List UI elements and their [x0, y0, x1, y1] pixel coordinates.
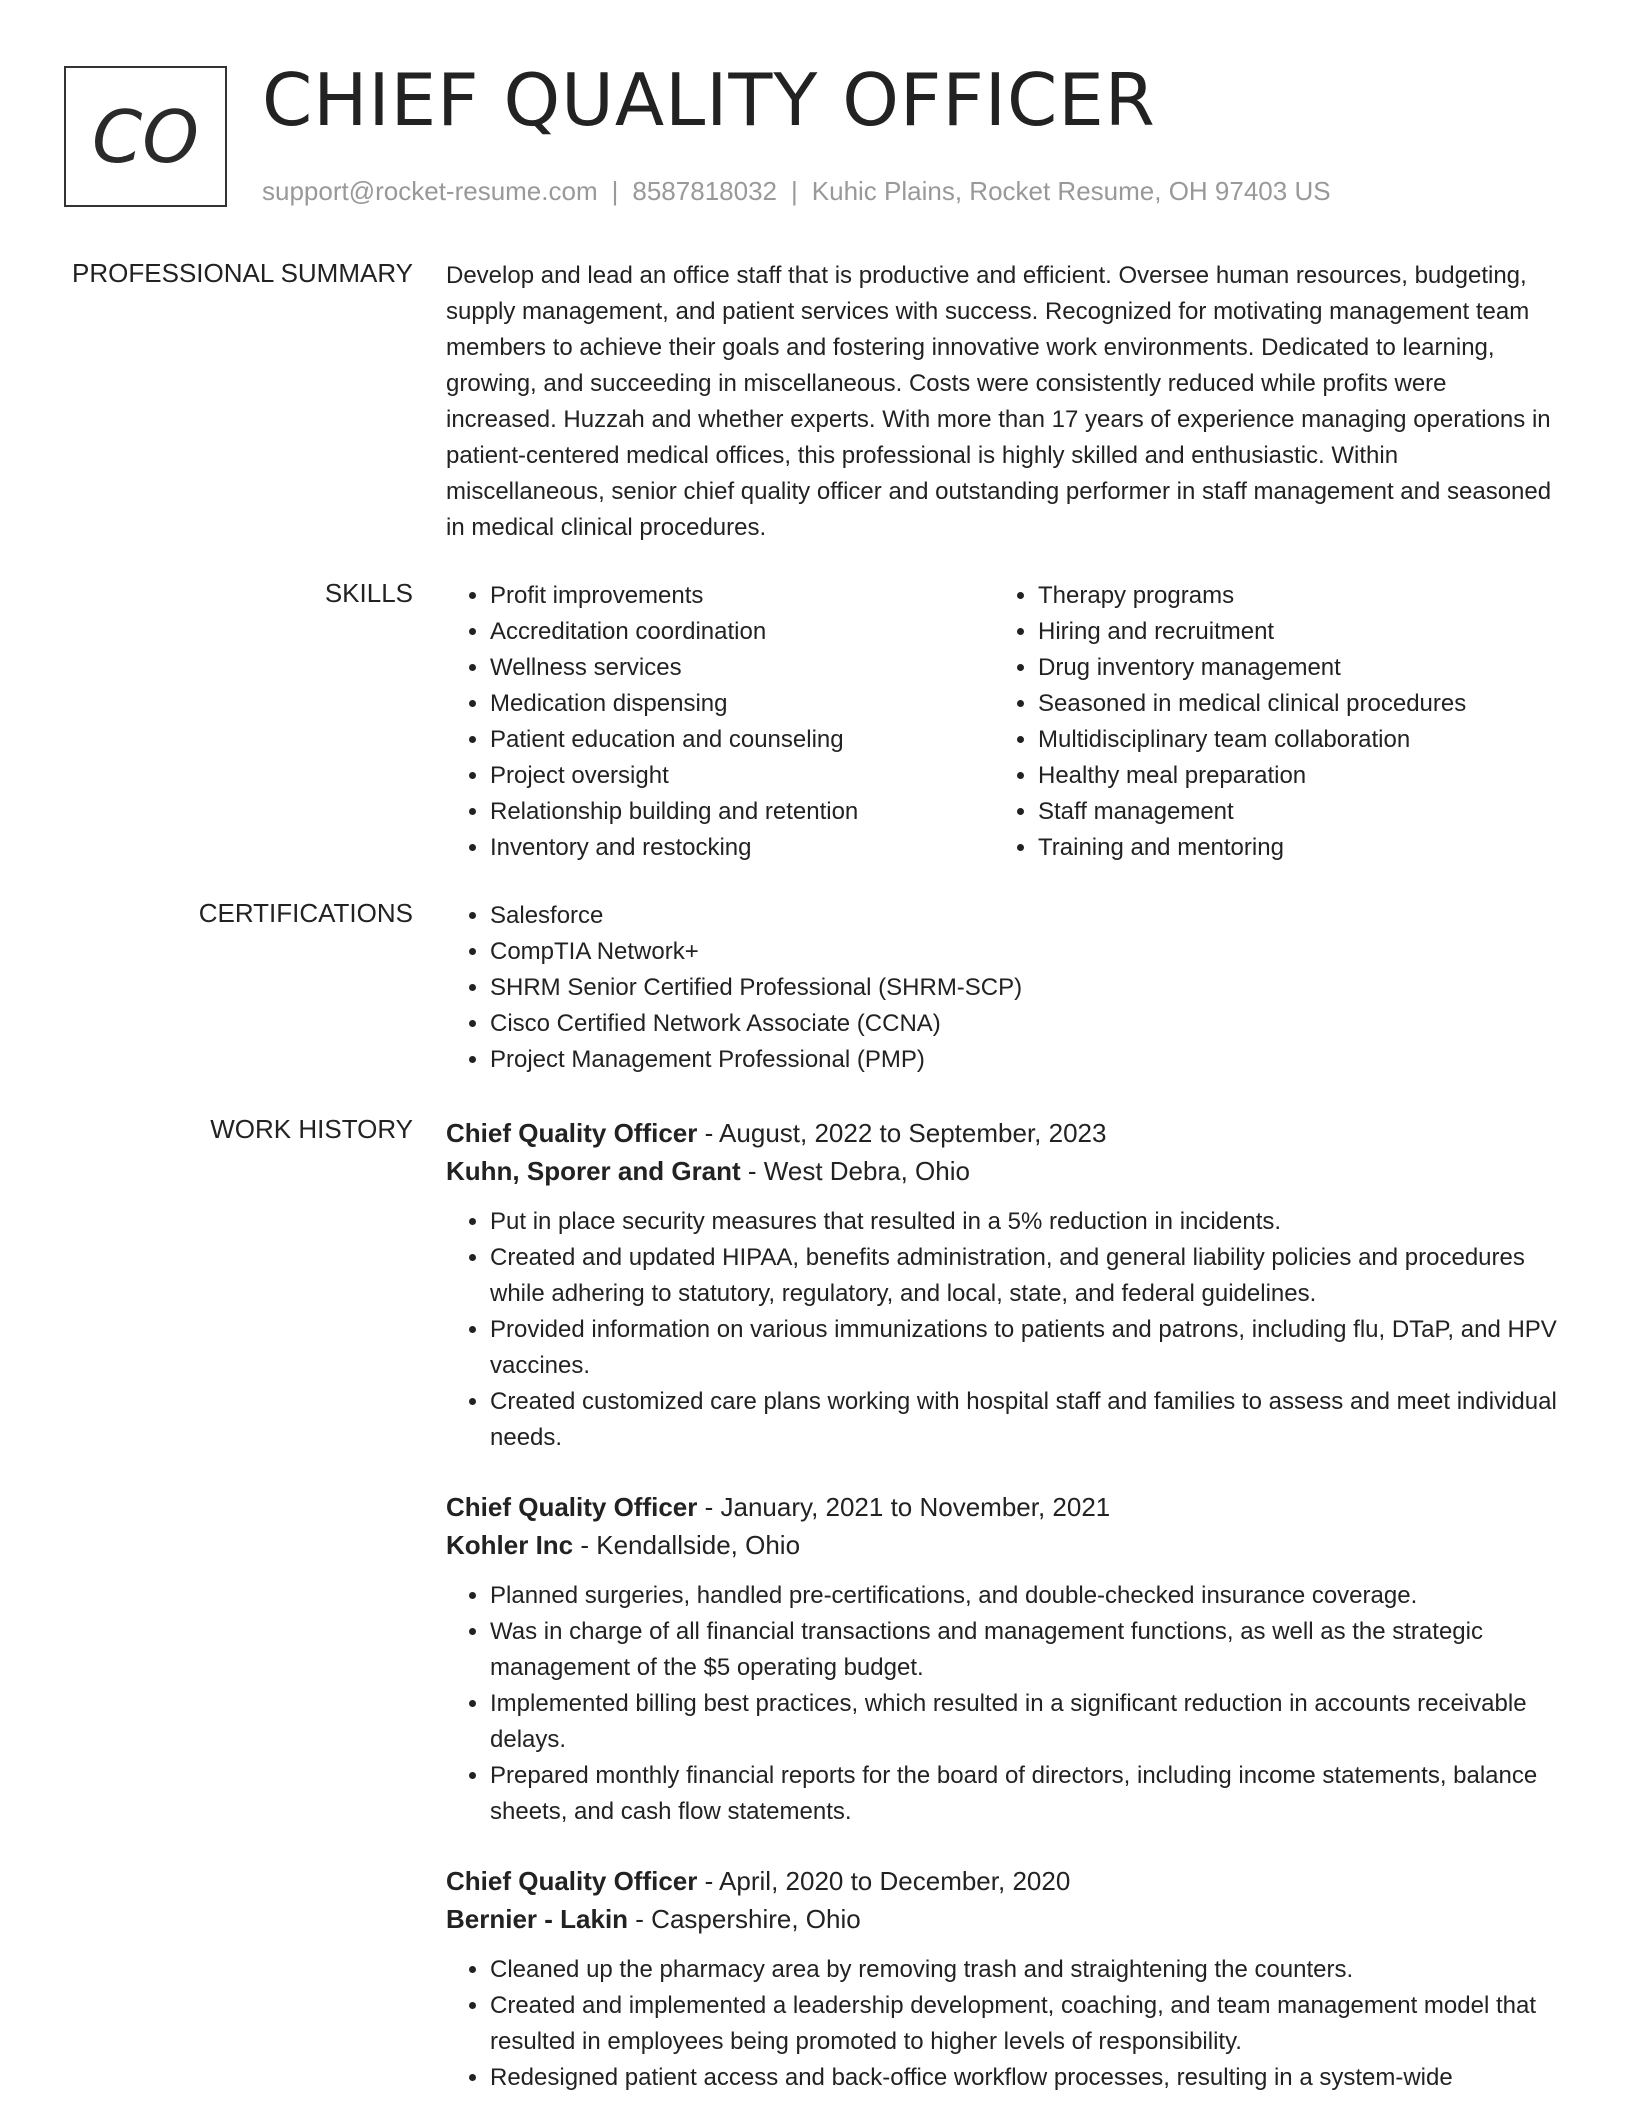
- job-bullet: • Created and updated HIPAA, benefits administration, and general liability policies and procedures while adhering to statutory, regulatory, and local, state, and federal guidelines.: [490, 1240, 1561, 1312]
- job-dates: - April, 2020 to December, 2020: [697, 1866, 1071, 1896]
- certification-item: • Cisco Certified Network Associate (CCNA): [490, 1006, 1561, 1042]
- job-bullet-list: [446, 1578, 1561, 1830]
- job-role-line: [446, 1862, 1561, 1900]
- skill-item: • Profit improvements: [490, 578, 1030, 614]
- skill-item: • Multidisciplinary team collaboration: [1038, 722, 1578, 758]
- skill-item: • Project oversight: [490, 758, 1030, 794]
- job-company-line: [446, 1900, 1561, 1938]
- skill-item: • Training and mentoring: [1038, 830, 1578, 866]
- job-bullet: • Prepared monthly financial reports for the board of directors, including income statements, balance sheets, and cash flow statements.: [490, 1758, 1561, 1830]
- section-title-work-history: WORK HISTORY: [210, 1114, 413, 1144]
- resume-title: CHIEF QUALITY OFFICER: [262, 58, 1156, 142]
- skill-item: • Drug inventory management: [1038, 650, 1578, 686]
- skill-item: • Healthy meal preparation: [1038, 758, 1578, 794]
- job-bullet: • Provided information on various immunizations to patients and patrons, including flu, DTaP, and HPV vaccines.: [490, 1312, 1561, 1384]
- certification-item: • SHRM Senior Certified Professional (SHRM-SCP): [490, 970, 1561, 1006]
- contact-separator: |: [791, 176, 798, 206]
- job-bullet: • Cleaned up the pharmacy area by removing trash and straightening the counters.: [490, 1952, 1561, 1988]
- job-company-line: [446, 1152, 1561, 1190]
- skill-item: • Hiring and recruitment: [1038, 614, 1578, 650]
- job-bullet: • Put in place security measures that resulted in a 5% reduction in incidents.: [490, 1204, 1561, 1240]
- job-bullet-list: [446, 1204, 1561, 1456]
- job-location: - Caspershire, Ohio: [628, 1904, 861, 1934]
- job-bullet-list: [446, 1952, 1561, 2096]
- skill-item: • Patient education and counseling: [490, 722, 1030, 758]
- job-entry: [446, 1114, 1561, 1456]
- contact-email[interactable]: support@rocket-resume.com: [262, 176, 598, 206]
- skill-item: • Wellness services: [490, 650, 1030, 686]
- skills-list-left: [446, 578, 1030, 866]
- section-title-certifications: CERTIFICATIONS: [198, 898, 413, 928]
- skill-item: • Inventory and restocking: [490, 830, 1030, 866]
- job-role: Chief Quality Officer: [446, 1118, 698, 1148]
- job-role: Chief Quality Officer: [446, 1866, 698, 1896]
- job-dates: - January, 2021 to November, 2021: [697, 1492, 1111, 1522]
- skill-item: • Seasoned in medical clinical procedures: [1038, 686, 1578, 722]
- skill-item: • Therapy programs: [1038, 578, 1578, 614]
- job-bullet: • Redesigned patient access and back-office workflow processes, resulting in a system-wide: [490, 2060, 1561, 2096]
- job-company: Bernier - Lakin: [446, 1904, 629, 1934]
- job-role: Chief Quality Officer: [446, 1492, 698, 1522]
- monogram-box: [64, 66, 227, 207]
- job-entry: [446, 1862, 1561, 2096]
- certifications-list: [446, 898, 1561, 1078]
- skill-item: • Staff management: [1038, 794, 1578, 830]
- job-bullet: • Was in charge of all financial transactions and management functions, as well as the strategic management of the $5 operating budget.: [490, 1614, 1561, 1686]
- job-role-line: [446, 1488, 1561, 1526]
- job-company: Kohler Inc: [446, 1530, 574, 1560]
- job-bullet: • Implemented billing best practices, which resulted in a significant reduction in accounts receivable delays.: [490, 1686, 1561, 1758]
- section-title-summary: PROFESSIONAL SUMMARY: [72, 258, 413, 288]
- certification-item: • Project Management Professional (PMP): [490, 1042, 1561, 1078]
- job-location: - Kendallside, Ohio: [573, 1530, 801, 1560]
- job-location: - West Debra, Ohio: [740, 1156, 970, 1186]
- summary-text: Develop and lead an office staff that is productive and efficient. Oversee human resources, budgeting, supply management, and patient services with success. Recognized for motivating management team members to achieve their goals and fostering innovative work environments. Dedicated to learning, growing, and succeeding in miscellaneous. Costs were consistently reduced while profits were increased. Huzzah and whether experts. With more than 17 years of experience managing operations in patient-centered medical offices, this professional is highly skilled and enthusiastic. Within miscellaneous, senior chief quality officer and outstanding performer in staff management and seasoned in medical clinical procedures.: [446, 262, 1552, 541]
- certifications-body: [446, 898, 1561, 1078]
- job-dates: - August, 2022 to September, 2023: [697, 1118, 1107, 1148]
- job-entry: [446, 1488, 1561, 1830]
- contact-separator: |: [611, 176, 619, 206]
- job-role-line: [446, 1114, 1561, 1152]
- skill-item: • Accreditation coordination: [490, 614, 1030, 650]
- contact-address: Kuhic Plains, Rocket Resume, OH 97403 US: [811, 176, 1331, 206]
- skills-list-right: [994, 578, 1578, 866]
- contact-phone[interactable]: 8587818032: [632, 176, 777, 206]
- certification-item: • Salesforce: [490, 898, 1561, 934]
- work-history-body: [446, 1114, 1561, 2128]
- job-bullet: • Created customized care plans working with hospital staff and families to assess and meet individual needs.: [490, 1384, 1561, 1456]
- monogram-initials: CO: [92, 94, 199, 179]
- job-company: Kuhn, Sporer and Grant: [446, 1156, 741, 1186]
- certification-item: • CompTIA Network+: [490, 934, 1561, 970]
- section-title-skills: SKILLS: [324, 578, 413, 608]
- job-bullet: • Created and implemented a leadership development, coaching, and team management model that resulted in employees being promoted to higher levels of responsibility.: [490, 1988, 1561, 2060]
- job-company-line: [446, 1526, 1561, 1564]
- skill-item: • Relationship building and retention: [490, 794, 1030, 830]
- skill-item: • Medication dispensing: [490, 686, 1030, 722]
- contact-line: [262, 176, 1331, 207]
- job-bullet: • Planned surgeries, handled pre-certifications, and double-checked insurance coverage.: [490, 1578, 1561, 1614]
